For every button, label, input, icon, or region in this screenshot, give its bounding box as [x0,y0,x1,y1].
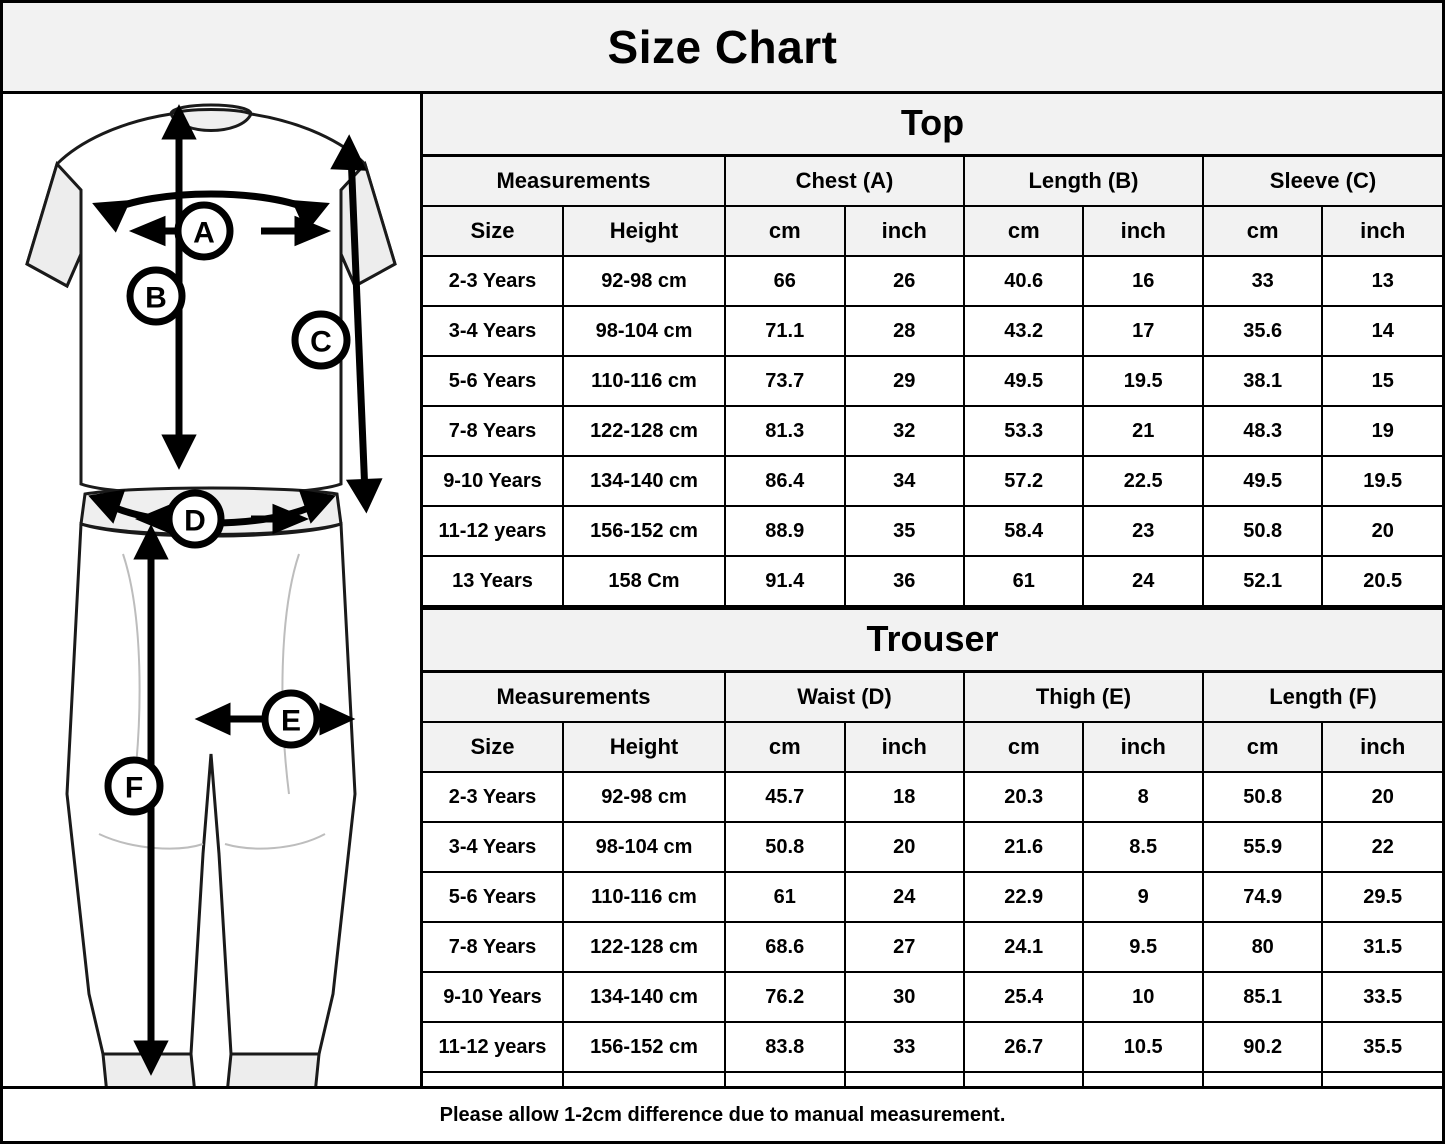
table-row [423,1022,1442,1072]
cell-sleeve-cm: 38.1 [1203,356,1322,406]
table-sub-header-row [423,722,1442,772]
cell-sleeve-cm: 33 [1203,256,1322,306]
sub-header-thigh-inch: inch [1083,722,1202,772]
cell-sleeve-inch: 19.5 [1322,456,1442,506]
cell-height: 110-116 cm [563,356,725,406]
cell-chest-cm: 81.3 [725,406,844,456]
cell-length-cm: 74.9 [1203,872,1322,922]
cell-chest-inch: 26 [845,256,964,306]
cell-waist-inch: 33 [845,1022,964,1072]
cell-thigh-inch: 8 [1083,772,1202,822]
cell-length-inch: 33.5 [1322,972,1442,1022]
cell-height: 134-140 cm [563,972,725,1022]
sub-header-sleeve-inch: inch [1322,206,1442,256]
badge-e-label: E [280,704,302,738]
cell-sleeve-inch: 14 [1322,306,1442,356]
table-row [423,406,1442,456]
cell-waist-inch: 27 [845,922,964,972]
cell-size: 7-8 Years [423,922,563,972]
cell-sleeve-cm: 50.8 [1203,506,1322,556]
cell-size: 2-3 Years [423,256,563,306]
cell-sleeve-inch: 20 [1322,506,1442,556]
sub-header-length-inch: inch [1322,722,1442,772]
cell-size: 3-4 Years [423,306,563,356]
cell-sleeve-inch: 20.5 [1322,556,1442,606]
sub-header-length-cm: cm [1203,722,1322,772]
cell-chest-inch: 28 [845,306,964,356]
cell-height: 110-116 cm [563,872,725,922]
table-row [423,256,1442,306]
cell-size: 5-6 Years [423,872,563,922]
cell-waist-cm: 83.8 [725,1022,844,1072]
cell-waist-inch: 18 [845,772,964,822]
cell-thigh-cm: 21.6 [964,822,1083,872]
cell-chest-inch: 35 [845,506,964,556]
cell-size: 13 Years [423,556,563,606]
cell-length-inch: 22 [1322,822,1442,872]
cell-length-cm: 90.2 [1203,1022,1322,1072]
sub-header-length-inch: inch [1083,206,1202,256]
cell-sleeve-inch: 13 [1322,256,1442,306]
garment-illustration [3,94,417,1086]
cell-chest-cm: 66 [725,256,844,306]
badge-f-label: F [124,771,144,805]
cell-waist-cm: 61 [725,872,844,922]
sub-header-waist-inch: inch [845,722,964,772]
cell-chest-inch: 36 [845,556,964,606]
cell-chest-inch: 32 [845,406,964,456]
badge-a-label: A [193,216,215,250]
chart-body [3,94,1442,1086]
cell-height: 98-104 cm [563,822,725,872]
sub-header-chest-inch: inch [845,206,964,256]
badge-b-label: B [145,281,167,315]
table-row [423,972,1442,1022]
cell-length-inch: 35.5 [1322,1022,1442,1072]
cell-height: 92-98 cm [563,256,725,306]
cell-chest-cm: 73.7 [725,356,844,406]
cell-length-cm: 57.2 [964,456,1083,506]
cell-height: 156-152 cm [563,1022,725,1072]
footer-note [3,1086,1442,1141]
group-header-measurements: Measurements [423,673,725,722]
cell-length-inch: 31.5 [1322,922,1442,972]
table-row [423,822,1442,872]
garment-figure [3,94,423,1086]
table-row [423,506,1442,556]
cell-size: 11-12 years [423,506,563,556]
cell-thigh-cm: 24.1 [964,922,1083,972]
cell-height: 92-98 cm [563,772,725,822]
cell-length-cm: 53.3 [964,406,1083,456]
cell-size: 5-6 Years [423,356,563,406]
table-row [423,922,1442,972]
cell-chest-inch: 34 [845,456,964,506]
group-header-thigh: Thigh (E) [964,673,1203,722]
tables-pane [423,94,1442,1086]
table-row [423,356,1442,406]
cell-length-inch: 23 [1083,506,1202,556]
cell-thigh-inch: 9 [1083,872,1202,922]
cell-waist-cm: 68.6 [725,922,844,972]
section-heading-trouser: Trouser [423,607,1442,673]
cell-length-inch: 20 [1322,772,1442,822]
sub-header-size: Size [423,206,563,256]
cell-size: 7-8 Years [423,406,563,456]
cell-waist-inch: 30 [845,972,964,1022]
cell-sleeve-cm: 48.3 [1203,406,1322,456]
page-title: Size Chart [607,21,838,73]
cell-waist-inch: 20 [845,822,964,872]
sub-header-thigh-cm: cm [964,722,1083,772]
group-header-length: Length (B) [964,157,1203,206]
table-row [423,872,1442,922]
cell-length-cm: 61 [964,556,1083,606]
cell-chest-cm: 86.4 [725,456,844,506]
table-row [423,456,1442,506]
group-header-measurements: Measurements [423,157,725,206]
cell-height: 156-152 cm [563,506,725,556]
cell-height: 122-128 cm [563,406,725,456]
cell-length-cm: 58.4 [964,506,1083,556]
sub-header-chest-cm: cm [725,206,844,256]
cell-sleeve-cm: 49.5 [1203,456,1322,506]
badge-d-label: D [184,504,206,538]
table-group-header-row [423,673,1442,722]
cell-length-inch: 24 [1083,556,1202,606]
cell-thigh-inch: 9.5 [1083,922,1202,972]
cell-length-cm: 49.5 [964,356,1083,406]
cell-thigh-cm: 22.9 [964,872,1083,922]
cell-length-cm: 85.1 [1203,972,1322,1022]
cell-height: 98-104 cm [563,306,725,356]
cell-length-cm: 55.9 [1203,822,1322,872]
cell-size: 9-10 Years [423,972,563,1022]
cell-size: 2-3 Years [423,772,563,822]
cell-chest-inch: 29 [845,356,964,406]
cell-length-inch: 19.5 [1083,356,1202,406]
cell-waist-inch: 24 [845,872,964,922]
sub-header-height: Height [563,206,725,256]
cell-sleeve-cm: 52.1 [1203,556,1322,606]
title-bar [3,3,1442,94]
cell-length-cm: 40.6 [964,256,1083,306]
cell-height: 158 Cm [563,556,725,606]
cell-length-inch: 29.5 [1322,872,1442,922]
sub-header-height: Height [563,722,725,772]
group-header-length: Length (F) [1203,673,1442,722]
table-row [423,556,1442,606]
trouser-size-table [423,673,1442,1123]
cell-thigh-inch: 10 [1083,972,1202,1022]
cell-thigh-cm: 25.4 [964,972,1083,1022]
table-row [423,772,1442,822]
cell-thigh-inch: 10.5 [1083,1022,1202,1072]
sub-header-waist-cm: cm [725,722,844,772]
cell-thigh-inch: 8.5 [1083,822,1202,872]
cell-sleeve-inch: 19 [1322,406,1442,456]
table-row [423,306,1442,356]
cell-length-cm: 43.2 [964,306,1083,356]
table-group-header-row [423,157,1442,206]
cell-chest-cm: 91.4 [725,556,844,606]
cell-thigh-cm: 26.7 [964,1022,1083,1072]
cell-waist-cm: 45.7 [725,772,844,822]
cell-chest-cm: 88.9 [725,506,844,556]
cell-length-inch: 21 [1083,406,1202,456]
top-size-table [423,157,1442,607]
cell-length-inch: 16 [1083,256,1202,306]
sub-header-size: Size [423,722,563,772]
badge-c-label: C [310,325,332,359]
footer-note-text: Please allow 1-2cm difference due to manual measurement. [439,1103,1006,1126]
cell-length-inch: 22.5 [1083,456,1202,506]
cell-sleeve-inch: 15 [1322,356,1442,406]
cell-waist-cm: 50.8 [725,822,844,872]
table-sub-header-row [423,206,1442,256]
cell-sleeve-cm: 35.6 [1203,306,1322,356]
cell-size: 9-10 Years [423,456,563,506]
group-header-sleeve: Sleeve (C) [1203,157,1442,206]
group-header-waist: Waist (D) [725,673,964,722]
sub-header-length-cm: cm [964,206,1083,256]
cell-length-inch: 17 [1083,306,1202,356]
group-header-chest: Chest (A) [725,157,964,206]
sub-header-sleeve-cm: cm [1203,206,1322,256]
cell-thigh-cm: 20.3 [964,772,1083,822]
cell-size: 11-12 years [423,1022,563,1072]
cell-length-cm: 80 [1203,922,1322,972]
cell-length-cm: 50.8 [1203,772,1322,822]
cell-chest-cm: 71.1 [725,306,844,356]
section-heading-top: Top [423,94,1442,157]
cell-height: 122-128 cm [563,922,725,972]
cell-waist-cm: 76.2 [725,972,844,1022]
cell-height: 134-140 cm [563,456,725,506]
cell-size: 3-4 Years [423,822,563,872]
